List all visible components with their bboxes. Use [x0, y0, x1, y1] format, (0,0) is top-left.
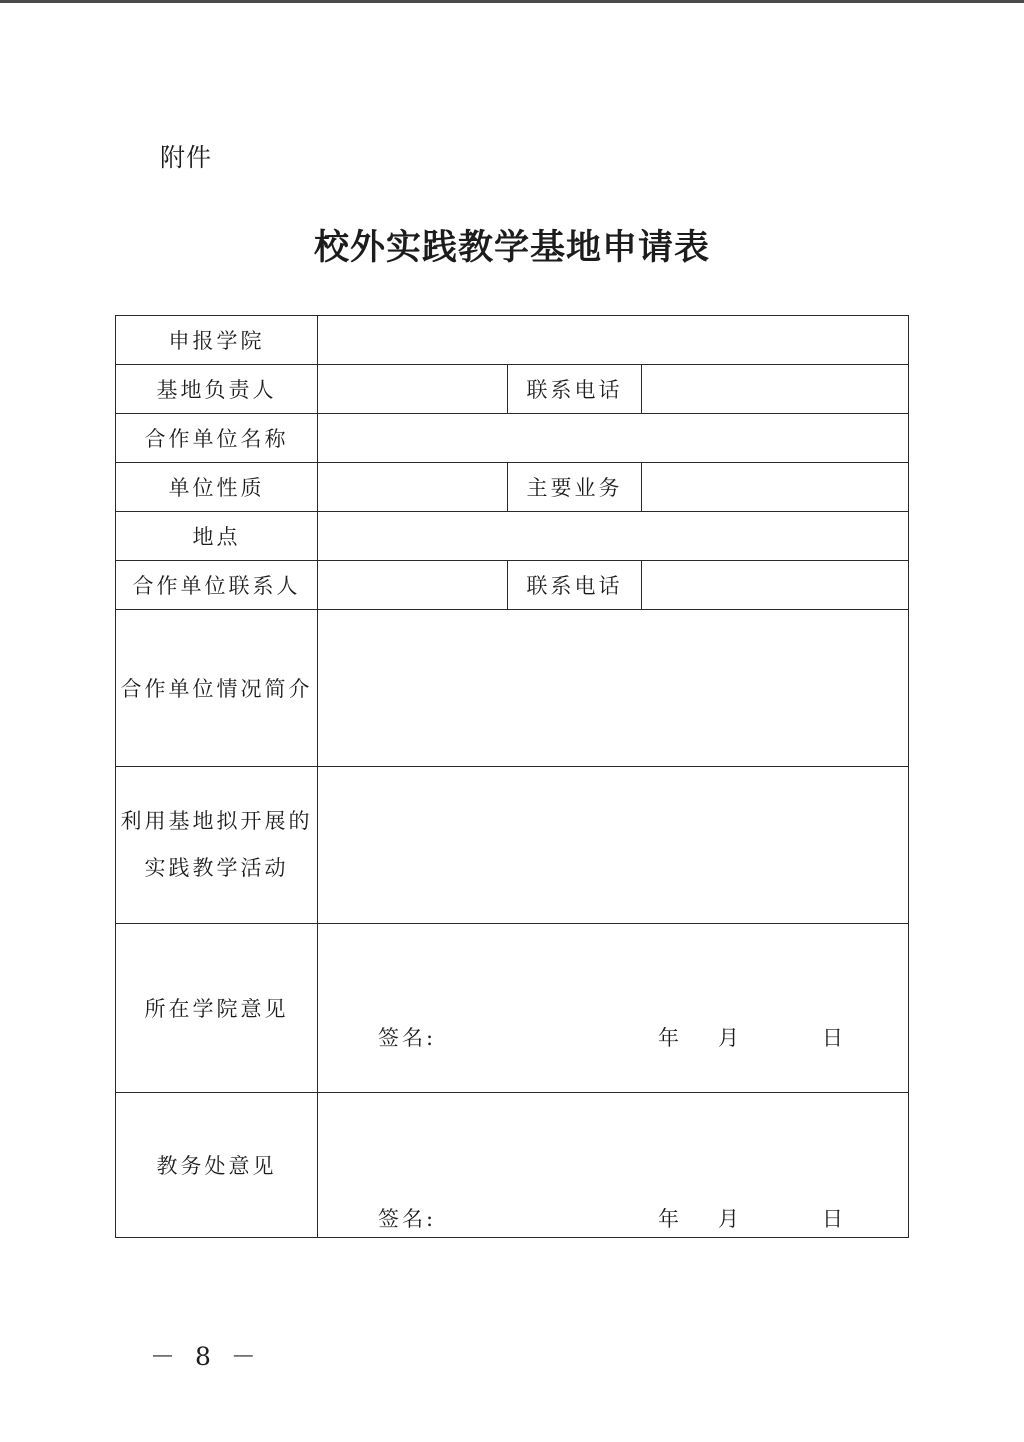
academic-affairs-day-label: 日 — [822, 1207, 847, 1231]
location-field[interactable] — [318, 512, 909, 561]
form-row-partner-intro — [116, 610, 909, 767]
application-form-table — [115, 315, 909, 1238]
phone-field-2[interactable] — [642, 561, 909, 610]
phone-label-1: 联系电话 — [508, 365, 642, 414]
college-day-label: 日 — [822, 1026, 847, 1050]
academic-affairs-opinion-field[interactable] — [318, 1093, 909, 1238]
form-row-activities — [116, 767, 909, 924]
partner-name-label: 合作单位名称 — [116, 414, 318, 463]
partner-contact-field[interactable] — [318, 561, 508, 610]
top-scan-edge — [0, 0, 1024, 3]
unit-nature-label: 单位性质 — [116, 463, 318, 512]
partner-contact-label: 合作单位联系人 — [116, 561, 318, 610]
academic-affairs-opinion-label: 教务处意见 — [116, 1093, 318, 1238]
academic-affairs-month-label: 月 — [718, 1207, 742, 1231]
main-business-field[interactable] — [642, 463, 909, 512]
base-manager-field[interactable] — [318, 365, 508, 414]
location-label: 地点 — [116, 512, 318, 561]
activities-label-line-2: 实践教学活动 — [144, 856, 289, 880]
activities-label — [116, 767, 318, 924]
phone-label-2: 联系电话 — [508, 561, 642, 610]
college-month-label: 月 — [718, 1026, 742, 1050]
base-manager-label: 基地负责人 — [116, 365, 318, 414]
academic-affairs-year-label: 年 — [658, 1207, 682, 1231]
form-row-unit-nature — [116, 463, 909, 512]
page-number: － 8 － — [150, 1342, 262, 1371]
college-year-label: 年 — [658, 1026, 682, 1050]
college-opinion-label: 所在学院意见 — [116, 924, 318, 1093]
college-opinion-field[interactable] — [318, 924, 909, 1093]
page-title: 校外实践教学基地申请表 — [313, 228, 710, 268]
college-field[interactable] — [318, 316, 909, 365]
partner-name-field[interactable] — [318, 414, 909, 463]
partner-intro-field[interactable] — [318, 610, 909, 767]
activities-label-line-1: 利用基地拟开展的 — [120, 809, 313, 833]
form-row-base-manager — [116, 365, 909, 414]
college-signature-label: 签名: — [378, 1026, 437, 1050]
partner-intro-label: 合作单位情况简介 — [116, 610, 318, 767]
college-signature-line — [378, 1022, 846, 1052]
activities-field[interactable] — [318, 767, 909, 924]
form-row-partner-contact — [116, 561, 909, 610]
form-row-college-opinion — [116, 924, 909, 1093]
phone-field-1[interactable] — [642, 365, 909, 414]
form-row-academic-affairs-opinion — [116, 1093, 909, 1238]
academic-affairs-signature-line — [378, 1203, 846, 1233]
form-row-college — [116, 316, 909, 365]
attachment-label: 附件 — [160, 143, 213, 172]
college-label: 申报学院 — [116, 316, 318, 365]
form-row-location — [116, 512, 909, 561]
form-row-partner-name — [116, 414, 909, 463]
academic-affairs-signature-label: 签名: — [378, 1207, 437, 1231]
main-business-label: 主要业务 — [508, 463, 642, 512]
unit-nature-field[interactable] — [318, 463, 508, 512]
